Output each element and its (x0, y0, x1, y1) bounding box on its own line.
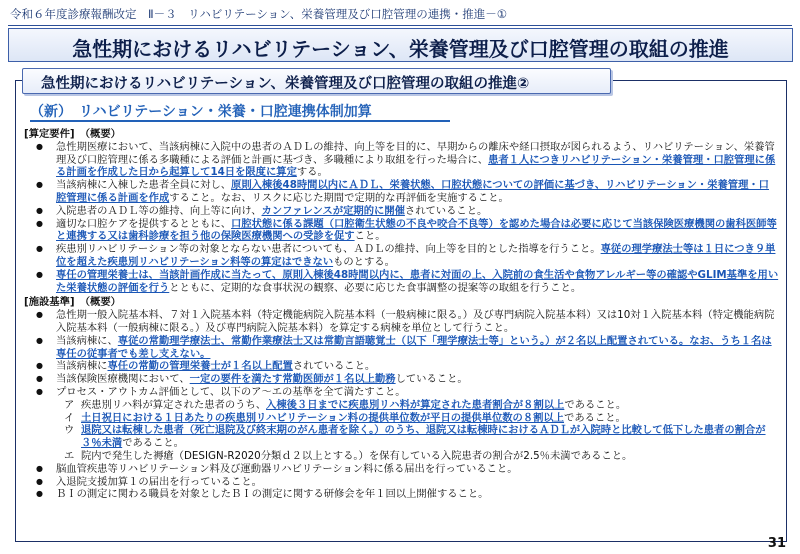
santei-item: ● 適切な口腔ケアを提供するとともに、口腔状態に係る課題（口腔衛生状態の不良や咬合不良等）を認めた場合は必要に応じて当該保険医療機関の歯科医師等と連携する又は歯科診療を担う他の保険医療機関への受診を促すこと。 (24, 218, 779, 244)
shisetsu-item: ● プロセス・アウトカム評価として、以下のア～エの基準を全て満たすこと。 ア 疾患別リハ料が算定された患者のうち、入棟後３日までに疾患別リハ料が算定された患者割合が８割以上であること。 イ 土日祝日における１日あたりの疾患別リハビリテーション料の提供単位数が平日の提供単位数の８割以上であること。 ウ 退院又は転棟した患者（死亡退院及び終末期のがん患者を除く。）のうち、退院又は転棟時におけるＡＤＬが入院時と比較して低下した患者の割合が３％未満であること。 エ 院内で発生した褥瘡（DESIGN-R2020分類ｄ２以上とする。）を保有している入院患者の割合が2.5％未満であること。 (24, 386, 779, 463)
page-title-box (8, 28, 793, 62)
shisetsu-item: ● 入退院支援加算１の届出を行っていること。 (24, 476, 779, 489)
breadcrumb: 令和６年度診療報酬改定 Ⅱ－３ リハビリテーション、栄養管理及び口腔管理の連携・推進－① (10, 7, 508, 21)
shisetsu-item: ● 当該病棟に、専従の常勤理学療法士、常勤作業療法士又は常勤言語聴覚士（以下「理学療法士等」という。）が２名以上配置されている。なお、うち１名は専任の従事者でも差し支えない。 (24, 335, 779, 361)
subheader-box (22, 68, 611, 94)
shisetsu-item: ● ＢＩの測定に関わる職員を対象としたＢＩの測定に関する研修会を年１回以上開催すること。 (24, 488, 779, 501)
process-criterion: イ 土日祝日における１日あたりの疾患別リハビリテーション料の提供単位数が平日の提供単位数の８割以上であること。 (64, 411, 626, 424)
page-title: 急性期におけるリハビリテーション、栄養管理及び口腔管理の取組の推進 (72, 37, 729, 61)
kasan-title: （新） リハビリテーション・栄養・口腔連携体制加算 (30, 104, 372, 120)
process-criterion: エ 院内で発生した褥瘡（DESIGN-R2020分類ｄ２以上とする。）を保有している入院患者の割合が2.5％未満であること。 (64, 449, 633, 462)
santei-item: ● 急性期医療において、当該病棟に入院中の患者のＡＤＬの維持、向上等を目的に、早期からの離床や経口摂取が図られるよう、リハビリテーション、栄養管理及び口腔管理に係る多職種による評価と計画に基づき、多職種により取組を行った場合に、患者１人につきリハビリテーション・栄養管理・口腔管理に係る計画を作成した日から起算して14日を限度に算定する。 (24, 141, 779, 179)
shisetsu-item: ● 当該保険医療機関において、一定の要件を満たす常勤医師が１名以上勤務していること。 (24, 373, 779, 386)
shisetsu-item: ● 急性期一般入院基本料、７対１入院基本料（特定機能病院入院基本料（一般病棟に限る。）及び専門病院入院基本料）又は10対１入院基本料（特定機能病院入院基本料（一般病棟に限る。）及び専門病院入院基本料）を算定する病棟を単位として行うこと。 (24, 309, 779, 335)
process-criterion: ア 疾患別リハ料が算定された患者のうち、入棟後３日までに疾患別リハ料が算定された患者割合が８割以上であること。 (64, 398, 627, 411)
shisetsu-item: ● 当該病棟に専任の常勤の管理栄養士が１名以上配置されていること。 (24, 360, 779, 373)
shisetsu-list (24, 309, 779, 501)
santei-item: ● 入院患者のＡＤＬ等の維持、向上等に向け、カンファレンスが定期的に開催されていること。 (24, 205, 779, 218)
shisetsu-item: ● 脳血管疾患等リハビリテーション料及び運動器リハビリテーション料に係る届出を行っていること。 (24, 463, 779, 476)
santei-item: ● 当該病棟に入棟した患者全員に対し、原則入棟後48時間以内にＡＤＬ、栄養状態、口腔状態についての評価に基づき、リハビリテーション・栄養管理・口腔管理に係る計画を作成すること。なお、リスクに応じた期間で定期的な再評価を実施すること。 (24, 179, 779, 205)
content-area (24, 128, 779, 501)
process-criteria-list (56, 399, 779, 463)
page-number: 31 (767, 536, 786, 551)
shisetsu-heading: [施設基準] （概要） (24, 296, 121, 309)
santei-heading: [算定要件] （概要） (24, 128, 121, 140)
santei-item: ● 疾患別リハビリテーション等の対象とならない患者についても、ＡＤＬの維持、向上等を目的とした指導を行うこと。専従の理学療法士等は１日につき９単位を超えた疾患別リハビリテーション料等の算定はできないものとする。 (24, 243, 779, 269)
santei-item: ● 専任の管理栄養士は、当該計画作成に当たって、原則入棟後48時間以内に、患者に対面の上、入院前の食生活や食物アレルギー等の確認やGLIM基準を用いた栄養状態の評価を行うとともに、定期的な食事状況の観察、必要に応じた食事調整の提案等の取組を行うこと。 (24, 269, 779, 295)
header-divider (8, 25, 792, 26)
subheader-title: 急性期におけるリハビリテーション、栄養管理及び口腔管理の取組の推進② (41, 76, 530, 92)
kasan-underline (30, 120, 450, 122)
santei-list (24, 141, 779, 295)
process-criterion: ウ 退院又は転棟した患者（死亡退院及び終末期のがん患者を除く。）のうち、退院又は転棟時におけるＡＤＬが入院時と比較して低下した患者の割合が３％未満であること。 (64, 424, 766, 450)
